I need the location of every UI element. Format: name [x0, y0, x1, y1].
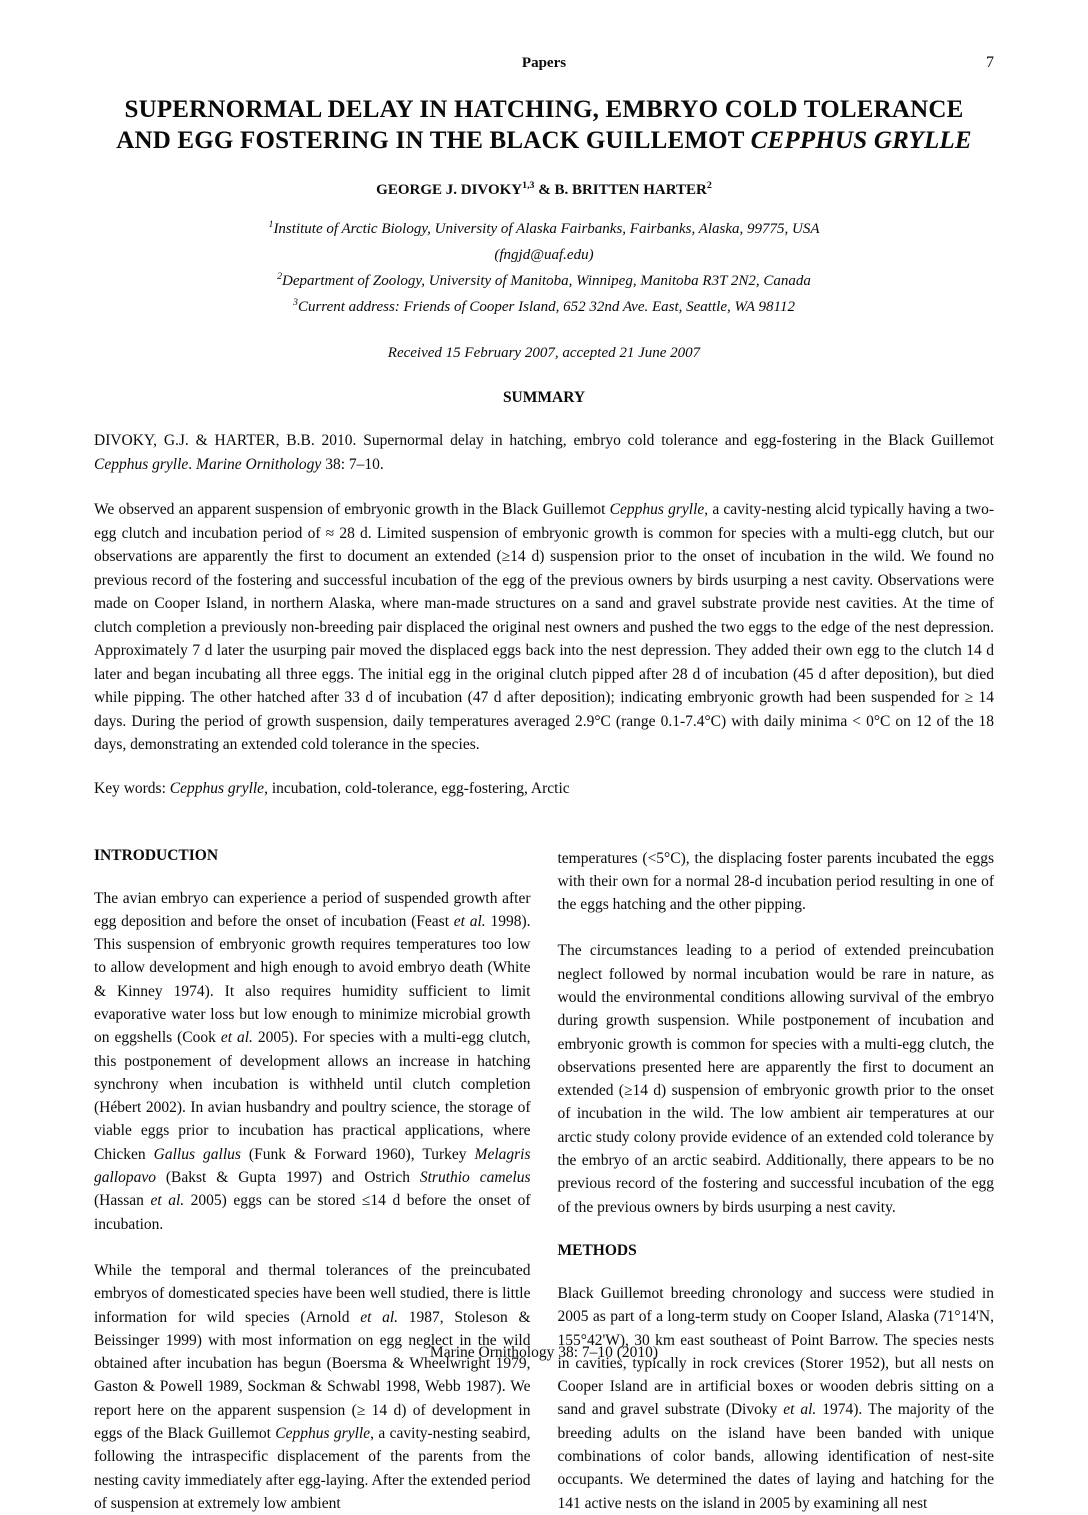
right-column-paragraph-2: The circumstances leading to a period of extended preincubation neglect followed by normal incubation would be rare in nature, as would the environmental conditions allowing survival of the embryo during growth suspension. While postponement of incubation and embryonic growth is common for species with a multi-egg clutch, the observations presented here are apparently the first to document an extended (≥14 d) suspension of embryonic growth prior to the onset of incubation in the wild. The low ambient air temperatures at our arctic study colony provide evidence of an extended cold tolerance by the embryo of an arctic seabird. Additionally, there appears to be no previous record of the fostering and successful incubation of the egg of the previous owners by birds usurping a nest cavity.: [558, 939, 995, 1219]
paper-title: [94, 94, 994, 156]
received-line: Received 15 February 2007, accepted 21 June 2007: [94, 345, 994, 362]
running-head-label: Papers: [522, 55, 566, 72]
authors-line: GEORGE J. DIVOKY$^{1,3}$ & B. BRITTEN HARTER$^2$: [94, 182, 994, 199]
abstract-paragraph: We observed an apparent suspension of embryonic growth in the Black Guillemot Cepphus grylle, a cavity-nesting alcid typically having a two-egg clutch and incubation period of ≈ 28 d. Limited suspension of embryonic growth is common for species with a multi-egg clutch, but our observations are apparently the first to document an extended (≥14 d) suspension prior to the onset of incubation in the wild. We found no previous record of the fostering and successful incubation of the egg of the previous owners by birds usurping a nest cavity. Observations were made on Cooper Island, in northern Alaska, where man-made structures on a sand and gravel substrate provide nest cavities. At the time of clutch completion a previously non-breeding pair displaced the original nest owners and pushed the two eggs to the edge of the nest depression. Approximately 7 d later the usurping pair moved the displaced eggs back into the nest depression. They added their own egg to the clutch 14 d later and began incubating all three eggs. The initial egg in the original clutch pipped after 28 d of incubation (45 d after deposition), but died while pipping. The other hatched after 33 d of incubation (47 d after deposition); indicating embryonic growth had been suspended for ≥ 14 days. During the period of growth suspension, daily temperatures averaged 2.9°C (range 0.1-7.4°C) with daily minima < 0°C on 12 of the 18 days, demonstrating an extended cold tolerance in the species.: [94, 498, 994, 757]
right-column-paragraph-1: temperatures (<5°C), the displacing foster parents incubated the eggs with their own for a normal 28-d incubation period resulting in one of the eggs hatching and the other pipping.: [558, 847, 995, 917]
introduction-heading: INTRODUCTION: [94, 847, 531, 865]
keywords-line: Key words: Cepphus grylle, incubation, cold-tolerance, egg-fostering, Arctic: [94, 780, 994, 798]
running-head: [94, 54, 994, 72]
right-column: [558, 847, 995, 1515]
summary-heading: SUMMARY: [94, 389, 994, 407]
page-number: 7: [566, 54, 994, 72]
journal-footer: Marine Ornithology 38: 7–10 (2010): [0, 1344, 1088, 1362]
citation-paragraph: DIVOKY, G.J. & HARTER, B.B. 2010. Supernormal delay in hatching, embryo cold tolerance and egg-fostering in the Black Guillemot Cepphus grylle. Marine Ornithology 38: 7–10.: [94, 429, 994, 476]
affiliations-block: [94, 216, 994, 320]
affiliation-line-1: $^1$Institute of Arctic Biology, University of Alaska Fairbanks, Fairbanks, Alaska, 99775, USA: [94, 216, 994, 242]
left-column: [94, 847, 531, 1515]
title-line-1: SUPERNORMAL DELAY IN HATCHING, EMBRYO COLD TOLERANCE: [94, 94, 994, 125]
introduction-paragraph-2: While the temporal and thermal tolerances of the preincubated embryos of domesticated species have been well studied, there is little information for wild species (Arnold et al. 1987, Stoleson & Beissinger 1999) with most information on egg neglect in the wild obtained after incubation has begun (Boersma & Wheelwright 1979, Gaston & Powell 1989, Sockman & Schwabl 1998, Webb 1987). We report here on the apparent suspension (≥ 14 d) of development in eggs of the Black Guillemot Cepphus grylle, a cavity-nesting seabird, following the intraspecific displacement of the parents from the nesting cavity immediately after egg-laying. After the extended period of suspension at extremely low ambient: [94, 1259, 531, 1515]
introduction-paragraph-1: The avian embryo can experience a period of suspended growth after egg deposition and before the onset of incubation (Feast et al. 1998). This suspension of embryonic growth requires temperatures too low to allow development and high enough to avoid embryo death (White & Kinney 1974). It also requires humidity sufficient to limit evaporative water loss but low enough to minimize microbial growth on eggshells (Cook et al. 2005). For species with a multi-egg clutch, this postponement of development allows an increase in hatching synchrony when incubation is withheld until clutch completion (Hébert 2002). In avian husbandry and poultry science, the storage of viable eggs prior to incubation has practical applications, where Chicken Gallus gallus (Funk & Forward 1960), Turkey Melagris gallopavo (Bakst & Gupta 1997) and Ostrich Struthio camelus (Hassan et al. 2005) eggs can be stored ≤14 d before the onset of incubation.: [94, 887, 531, 1236]
affiliation-email: (fngjd@uaf.edu): [94, 242, 994, 268]
methods-paragraph-1: Black Guillemot breeding chronology and success were studied in 2005 as part of a long-term study on Cooper Island, Alaska (71°14'N, 155°42'W), 30 km east southeast of Point Barrow. The species nests in cavities, typically in rock crevices (Storer 1952), but all nests on Cooper Island are in artificial boxes or wooden debris sitting on a sand and gravel substrate (Divoky et al. 1974). The majority of the breeding adults on the island have been banded with unique combinations of color bands, allowing identification of nest-site occupants. We determined the dates of laying and hatching for the 141 active nests on the island in 2005 by examining all nest: [558, 1282, 995, 1515]
affiliation-line-3: $^3$Current address: Friends of Cooper Island, 652 32nd Ave. East, Seattle, WA 98112: [94, 294, 994, 320]
methods-heading: METHODS: [558, 1242, 995, 1260]
two-column-body: [94, 847, 994, 1515]
title-line-2: AND EGG FOSTERING IN THE BLACK GUILLEMOT CEPPHUS GRYLLE: [94, 125, 994, 156]
affiliation-line-2: $^2$Department of Zoology, University of Manitoba, Winnipeg, Manitoba R3T 2N2, Canada: [94, 268, 994, 294]
